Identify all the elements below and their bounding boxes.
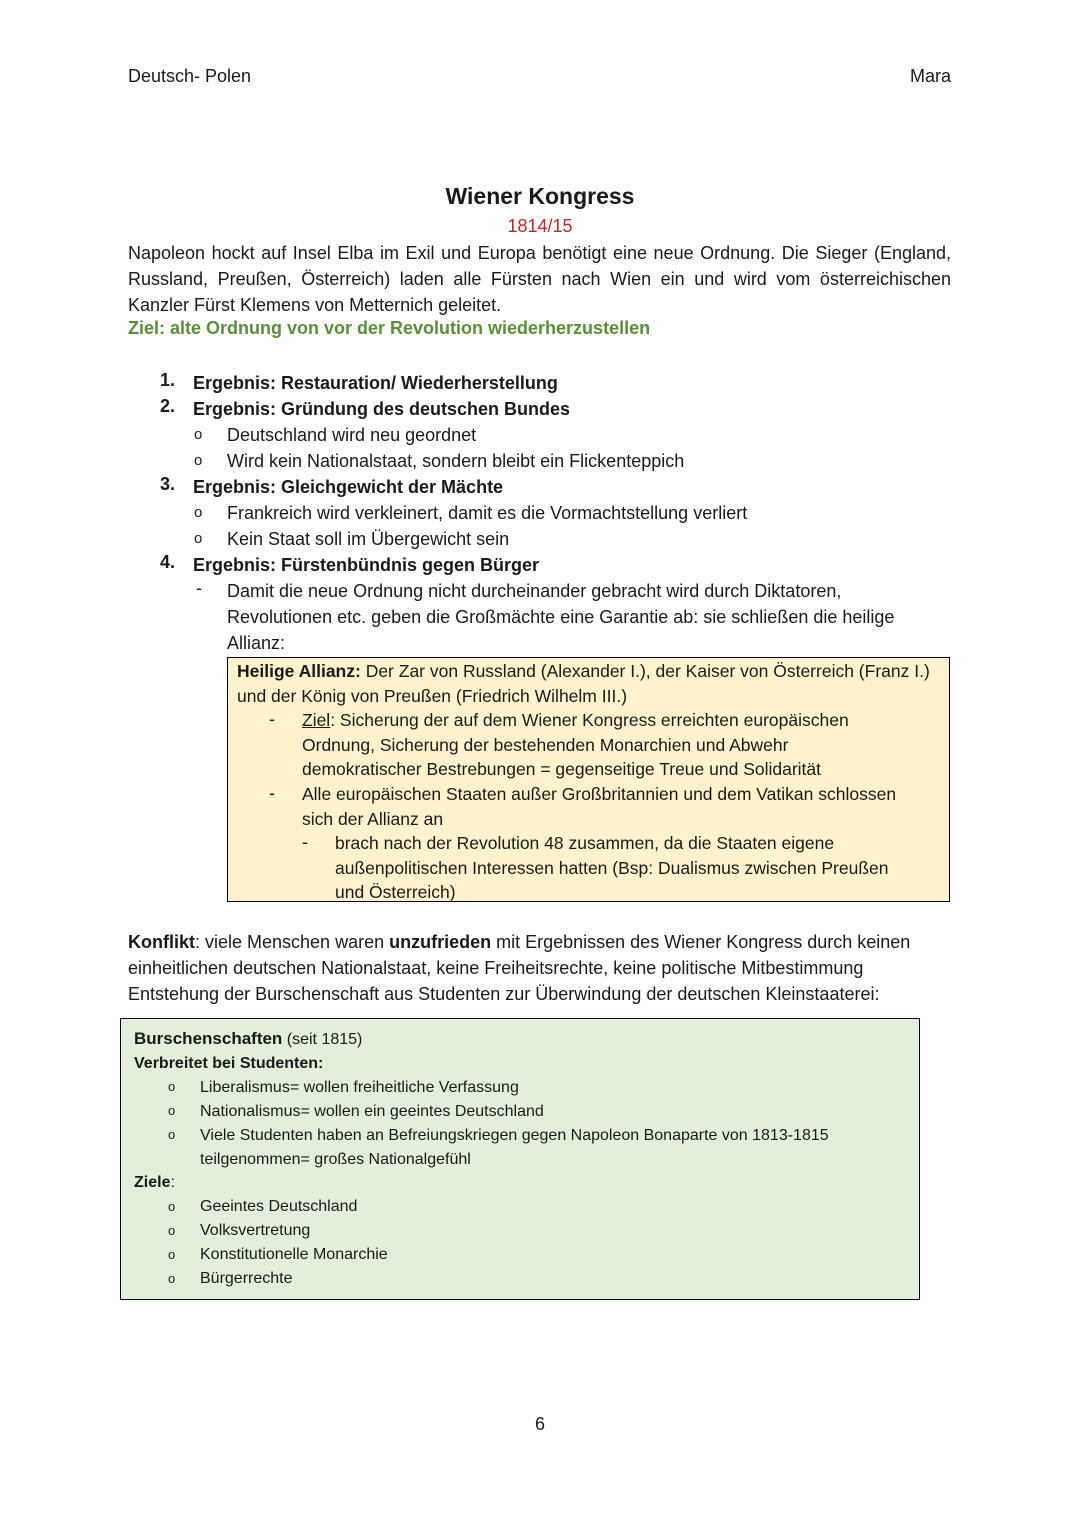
dash-bullet-icon: - [196, 578, 202, 598]
allianz-heading: Heilige Allianz: [237, 661, 361, 681]
konflikt-line-1 [128, 929, 928, 955]
circle-bullet-icon: o [168, 1199, 176, 1214]
list-item: Kein Staat soll im Übergewicht sein [227, 529, 510, 549]
text-line: Allianz: [227, 633, 286, 653]
list-item: Bürgerrechte [200, 1270, 293, 1287]
result-number: 1. [160, 370, 176, 390]
result-4-description [227, 578, 927, 656]
circle-bullet-icon: o [168, 1271, 176, 1286]
allianz-goal-line-1 [302, 708, 942, 733]
list-item: Liberalismus= wollen freiheitliche Verfassung [200, 1079, 519, 1096]
burschenschaften-title: Burschenschaften [134, 1029, 283, 1048]
result-number: 3. [160, 474, 176, 494]
list-item: Nationalismus= wollen ein geeintes Deutschland [200, 1103, 544, 1120]
page-number: 6 [534, 1414, 545, 1434]
text-span: mit Ergebnissen des Wiener Kongress durch keinen [491, 932, 911, 952]
intro-line-1: Napoleon hockt auf Insel Elba im Exil und Europa benötigt eine neue Ordnung. Die Sieger (England, [128, 243, 951, 263]
text-span: : Sicherung der auf dem Wiener Kongress erreichten europäischen [330, 710, 849, 730]
konflikt-paragraph [128, 929, 928, 1007]
result-label: Ergebnis: Fürstenbündnis gegen Bürger [193, 555, 540, 575]
allianz-line-1 [237, 659, 949, 684]
circle-bullet-icon: o [168, 1103, 176, 1118]
konflikt-label: Konflikt [128, 932, 195, 952]
list-item: Geeintes Deutschland [200, 1198, 358, 1215]
header-subject: Deutsch- Polen [128, 66, 252, 86]
list-item-continuation: teilgenommen= großes Nationalgefühl [200, 1151, 471, 1168]
intro-line-2: Russland, Preußen, Österreich) laden alle Fürsten nach Wien ein und wird vom österreichischen [128, 269, 951, 289]
list-item: Deutschland wird neu geordnet [227, 425, 477, 445]
circle-bullet-icon: o [168, 1079, 176, 1094]
result-label: Ergebnis: Restauration/ Wiederherstellung [193, 373, 558, 393]
allianz-goal [302, 708, 942, 782]
list-item: Konstitutionelle Monarchie [200, 1246, 388, 1263]
spread-label: Verbreitet bei Studenten: [134, 1055, 324, 1072]
allianz-intro [237, 659, 949, 708]
text-line: Alle europäischen Staaten außer Großbritannien und dem Vatikan schlossen [302, 784, 897, 804]
goals-label-line [134, 1171, 175, 1195]
list-item: Frankreich wird verkleinert, damit es die Vormachtstellung verliert [227, 503, 748, 523]
text-line: brach nach der Revolution 48 zusammen, da die Staaten eigene [335, 833, 835, 853]
text-span: : viele Menschen waren [195, 932, 390, 952]
allianz-line-2: und der König von Preußen (Friedrich Wilhelm III.) [237, 685, 628, 706]
list-item: Volksvertretung [200, 1222, 311, 1239]
burschenschaften-since: (seit 1815) [282, 1031, 363, 1048]
dash-bullet-icon: - [269, 783, 275, 803]
text-line: einheitlichen deutschen Nationalstaat, keine Freiheitsrechte, keine politische Mitbestimmung [128, 958, 864, 978]
text-line: sich der Allianz an [302, 808, 444, 829]
text-line: und Österreich) [335, 882, 456, 902]
list-item: Wird kein Nationalstaat, sondern bleibt ein Flickenteppich [227, 451, 685, 471]
result-number: 4. [160, 552, 176, 572]
intro-line-3: Kanzler Fürst Klemens von Metternich geleitet. [128, 295, 502, 315]
konflikt-emphasis: unzufrieden [389, 932, 492, 952]
burschenschaften-box [120, 1018, 920, 1300]
goals-label: Ziele [134, 1174, 171, 1191]
result-label: Ergebnis: Gründung des deutschen Bundes [193, 399, 571, 419]
list-item: Viele Studenten haben an Befreiungskriegen gegen Napoleon Bonaparte von 1813-1815 [200, 1127, 829, 1144]
intro-paragraph [128, 240, 951, 318]
goal-statement: Ziel: alte Ordnung von vor der Revolution wiederherzustellen [128, 318, 651, 338]
circle-bullet-icon: o [194, 426, 203, 443]
allianz-collapse [335, 831, 945, 905]
text-span: : [170, 1174, 175, 1191]
heilige-allianz-box [227, 657, 950, 902]
text-line: Revolutionen etc. geben die Großmächte eine Garantie ab: sie schließen die heilige [227, 607, 895, 627]
circle-bullet-icon: o [168, 1127, 176, 1142]
circle-bullet-icon: o [194, 530, 203, 547]
dash-bullet-icon: - [269, 709, 275, 729]
dash-bullet-icon: - [302, 832, 308, 852]
result-label: Ergebnis: Gleichgewicht der Mächte [193, 477, 504, 497]
header-author: Mara [909, 66, 951, 86]
circle-bullet-icon: o [194, 452, 203, 469]
result-number: 2. [160, 396, 176, 416]
allianz-goal-label: Ziel [302, 710, 331, 730]
allianz-states [302, 782, 942, 831]
burschenschaften-title-line [134, 1027, 362, 1052]
circle-bullet-icon: o [168, 1223, 176, 1238]
text-line: außenpolitischen Interessen hatten (Bsp: Dualismus zwischen Preußen [335, 857, 889, 878]
text-line: Entstehung der Burschenschaft aus Studenten zur Überwindung der deutschen Kleinstaaterei: [128, 984, 880, 1004]
text-line: Damit die neue Ordnung nicht durcheinander gebracht wird durch Diktatoren, [227, 581, 842, 601]
text-line: demokratischer Bestrebungen = gegenseitige Treue und Solidarität [302, 759, 822, 779]
text-line: Ordnung, Sicherung der bestehenden Monarchien und Abwehr [302, 734, 789, 755]
circle-bullet-icon: o [194, 504, 203, 521]
page-subtitle-date: 1814/15 [507, 216, 573, 236]
allianz-members: Der Zar von Russland (Alexander I.), der Kaiser von Österreich (Franz I.) [360, 661, 930, 681]
circle-bullet-icon: o [168, 1247, 176, 1262]
page-title: Wiener Kongress [445, 183, 635, 209]
